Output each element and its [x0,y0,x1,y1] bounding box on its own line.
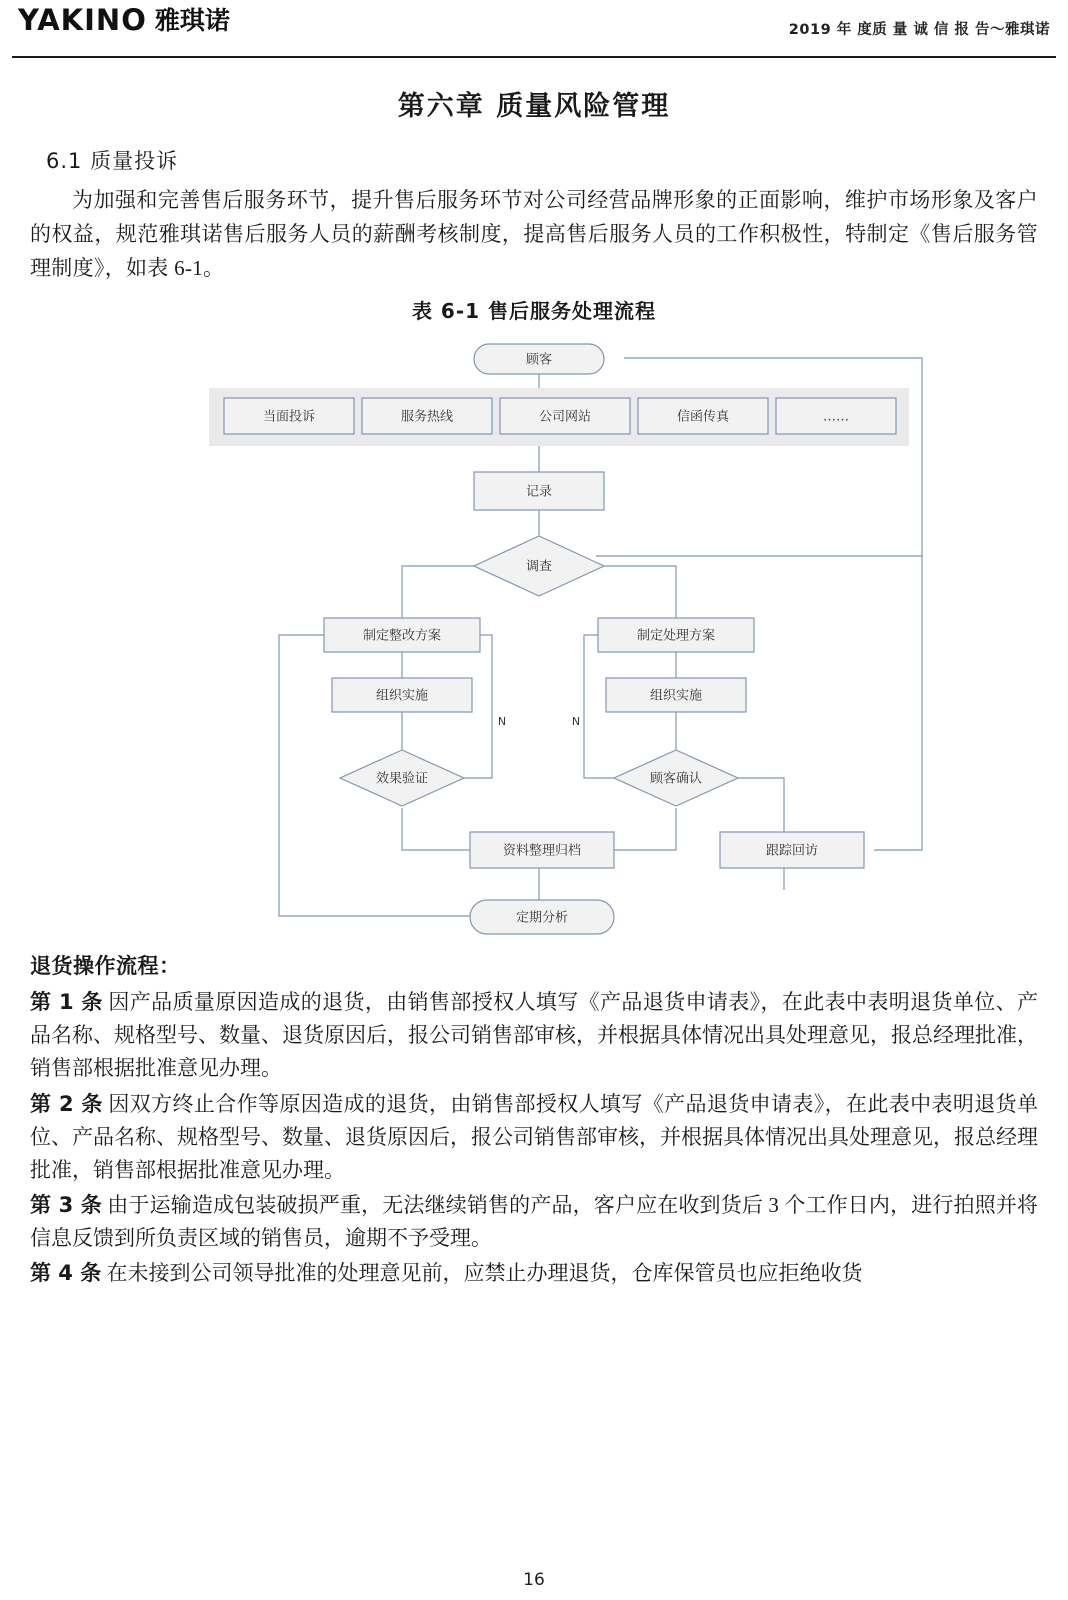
node-channel-2 [362,398,492,434]
node-channel-1-label: 当面投诉 [262,409,316,425]
node-plan-right-label: 制定处理方案 [636,628,716,644]
clause-3-label: 第 3 条 [30,1193,102,1218]
node-impl-right [606,678,746,712]
node-followup-label: 跟踪回访 [765,843,819,859]
node-customer-label: 顾客 [525,352,553,368]
clause-2-label: 第 2 条 [30,1091,103,1116]
node-followup [720,832,864,868]
node-impl-right-label: 组织实施 [649,688,703,704]
node-plan-left-label: 制定整改方案 [362,628,442,644]
node-investigate-label: 调查 [525,559,553,575]
return-flow-heading: 退货操作流程： [30,954,181,979]
node-customer [474,344,604,374]
node-impl-left [332,678,472,712]
node-confirm-right-label: 顾客确认 [649,771,703,787]
node-channel-3 [500,398,630,434]
node-archive [470,832,614,868]
node-plan-right [598,618,754,652]
clause-1-text: 因产品质量原因造成的退货，由销售部授权人填写《产品退货申请表》，在此表中表明退货单位、产品名称、规格型号、数量、退货原因后，报公司销售部审核，并根据具体情况出具处理意见，报总经理批准，销售部根据批准意见办理。 [30,990,1039,1081]
node-impl-left-label: 组织实施 [375,688,429,704]
node-channel-4-label: 信函传真 [676,409,730,425]
page-body [0,84,1068,1291]
clause-3-text: 由于运输造成包装破损严重，无法继续销售的产品，客户应在收到货后 3 个工作日内，进行拍照并将信息反馈到所负责区域的销售员，逾期不予受理。 [30,1193,1039,1251]
node-verify-left [340,750,464,806]
page-number: 16 [523,1570,545,1590]
clause-2 [30,1088,1038,1188]
section-paragraph: 为加强和完善售后服务环节，提升售后服务环节对公司经营品牌形象的正面影响，维护市场形象及客户的权益，规范雅琪诺售后服务人员的薪酬考核制度，提高售后服务人员的工作积极性，特制定《售后服务管理制度》，如表 6-1。 [30,188,1038,281]
node-investigate [474,536,604,596]
clause-4-label: 第 4 条 [30,1261,102,1286]
node-confirm-right [614,750,738,806]
clause-3 [30,1189,1038,1255]
clause-2-text: 因双方终止合作等原因造成的退货，由销售部授权人填写《产品退货申请表》，在此表中表明退货单位、产品名称、规格型号、数量、退货原因后，报公司销售部审核，并根据具体情况出具处理意见，报总经理批准，销售部根据批准意见办理。 [30,1091,1039,1182]
page-header [0,0,1068,58]
clause-1 [30,986,1038,1086]
flowchart-container [30,330,1038,940]
node-analysis [470,900,614,934]
edge-label-left-n: N [497,715,507,729]
section-heading: 6.1 质量投诉 [46,149,179,173]
node-plan-left [324,618,480,652]
node-channel-1 [224,398,354,434]
logo-wordmark: YAKINO [18,3,147,37]
header-divider [12,56,1056,58]
after-sales-flowchart [84,330,984,940]
node-verify-left-label: 效果验证 [375,771,429,787]
company-logo [18,0,230,35]
node-channel-5 [776,398,896,434]
node-record [474,472,604,510]
node-record-label: 记录 [525,484,553,500]
node-archive-label: 资料整理归档 [502,843,582,859]
chapter-title: 第六章 质量风险管理 [397,91,671,122]
node-channel-3-label: 公司网站 [538,409,592,425]
node-channel-4 [638,398,768,434]
edge-label-right-n: N [571,715,581,729]
clause-1-label: 第 1 条 [30,990,103,1015]
node-analysis-label: 定期分析 [515,910,569,926]
node-channel-2-label: 服务热线 [400,409,454,425]
node-channel-5-label: …… [823,409,849,425]
clause-4 [30,1257,1038,1290]
logo-chinese-name: 雅琪诺 [154,6,230,35]
table-caption: 表 6-1 售后服务处理流程 [411,299,657,324]
clause-4-text: 在未接到公司领导批准的处理意见前，应禁止办理退货，仓库保管员也应拒绝收货 [106,1261,863,1286]
header-report-title: 2019 年 度质 量 诚 信 报 告～雅琪诺 [788,22,1050,38]
